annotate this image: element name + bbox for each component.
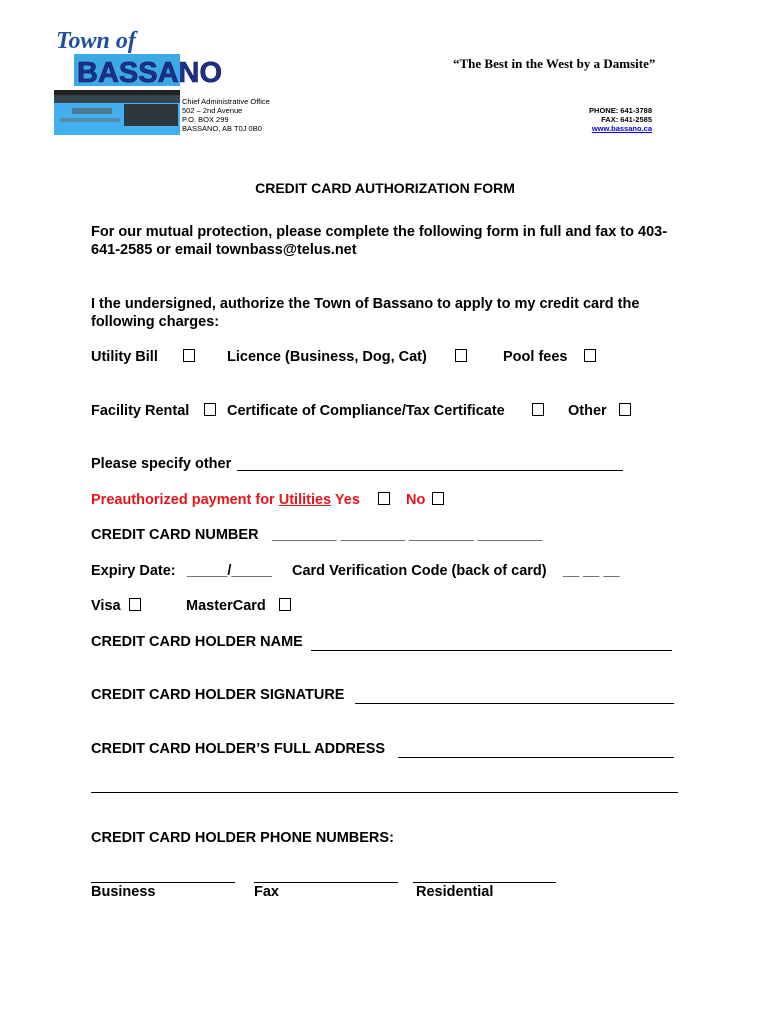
logo-text-main: BASSANO [77,57,223,89]
pool-fees-checkbox[interactable] [584,349,596,362]
facility-rental-checkbox[interactable] [204,403,216,416]
preauth-no-label: No [406,492,426,508]
utility-bill-label: Utility Bill [91,349,158,365]
expiry-label: Expiry Date: [91,563,176,579]
utility-bill-checkbox[interactable] [183,349,195,362]
card-number-field[interactable]: ________ ________ ________ ________ [272,527,543,543]
visa-checkbox[interactable] [129,598,141,611]
contact-info [589,106,652,133]
address-line: BASSANO, AB T0J 0B0 [182,124,262,133]
licence-label: Licence (Business, Dog, Cat) [227,349,427,365]
phone-number: PHONE: 641-3788 [589,106,652,115]
preauth-label: Preauthorized payment for [91,492,279,508]
website-link[interactable]: www.bassano.ca [591,124,652,133]
preauth-utilities: Utilities [278,492,332,508]
intro-paragraph: For our mutual protection, please complete the following form in full and fax to 403-641-2585 or email townbass@telus.net [91,224,668,258]
holder-name-label: CREDIT CARD HOLDER NAME [91,634,303,650]
specify-other-field[interactable] [237,470,623,471]
mastercard-label: MasterCard [186,598,266,614]
holder-signature-field[interactable] [355,703,674,704]
pool-fees-label: Pool fees [503,349,568,365]
cvc-label: Card Verification Code (back of card) [292,563,547,579]
holder-address-field-line2[interactable] [91,792,678,793]
certificate-checkbox[interactable] [532,403,544,416]
holder-signature-label: CREDIT CARD HOLDER SIGNATURE [91,687,345,703]
preauth-row [91,492,360,508]
preauth-yes-checkbox[interactable] [378,492,390,505]
other-checkbox[interactable] [619,403,631,416]
holder-address-field[interactable] [398,757,674,758]
visa-label: Visa [91,598,121,614]
holder-name-field[interactable] [311,650,672,651]
fax-phone-label: Fax [254,884,279,900]
specify-other-label: Please specify other [91,456,232,472]
business-phone-field[interactable] [91,882,235,883]
office-address [182,97,270,133]
preauth-yes-label: Yes [334,492,360,508]
card-number-label: CREDIT CARD NUMBER [91,527,259,543]
address-line: 502 – 2nd Avenue [182,106,243,115]
preauth-no-checkbox[interactable] [432,492,444,505]
authorize-paragraph: I the undersigned, authorize the Town of Bassano to apply to my credit card the following charges: [91,296,640,330]
form-title: CREDIT CARD AUTHORIZATION FORM [255,180,515,196]
other-label: Other [568,403,607,419]
tagline: “The Best in the West by a Damsite” [453,56,656,71]
residential-phone-label: Residential [416,884,494,900]
address-line: P.O. BOX 299 [182,115,229,124]
holder-phones-label: CREDIT CARD HOLDER PHONE NUMBERS: [91,830,394,846]
expiry-field[interactable]: _____/_____ [187,563,272,579]
facility-rental-label: Facility Rental [91,403,190,419]
fax-number: FAX: 641-2585 [601,115,652,124]
certificate-label: Certificate of Compliance/Tax Certificate [227,403,505,419]
fax-phone-field[interactable] [254,882,398,883]
mastercard-checkbox[interactable] [279,598,291,611]
business-phone-label: Business [91,884,156,900]
logo-text-top: Town of [56,28,136,54]
residential-phone-field[interactable] [413,882,556,883]
licence-checkbox[interactable] [455,349,467,362]
cvc-field[interactable]: __ __ __ [563,563,620,579]
holder-address-label: CREDIT CARD HOLDER’S FULL ADDRESS [91,741,386,757]
address-line: Chief Administrative Office [182,97,270,106]
